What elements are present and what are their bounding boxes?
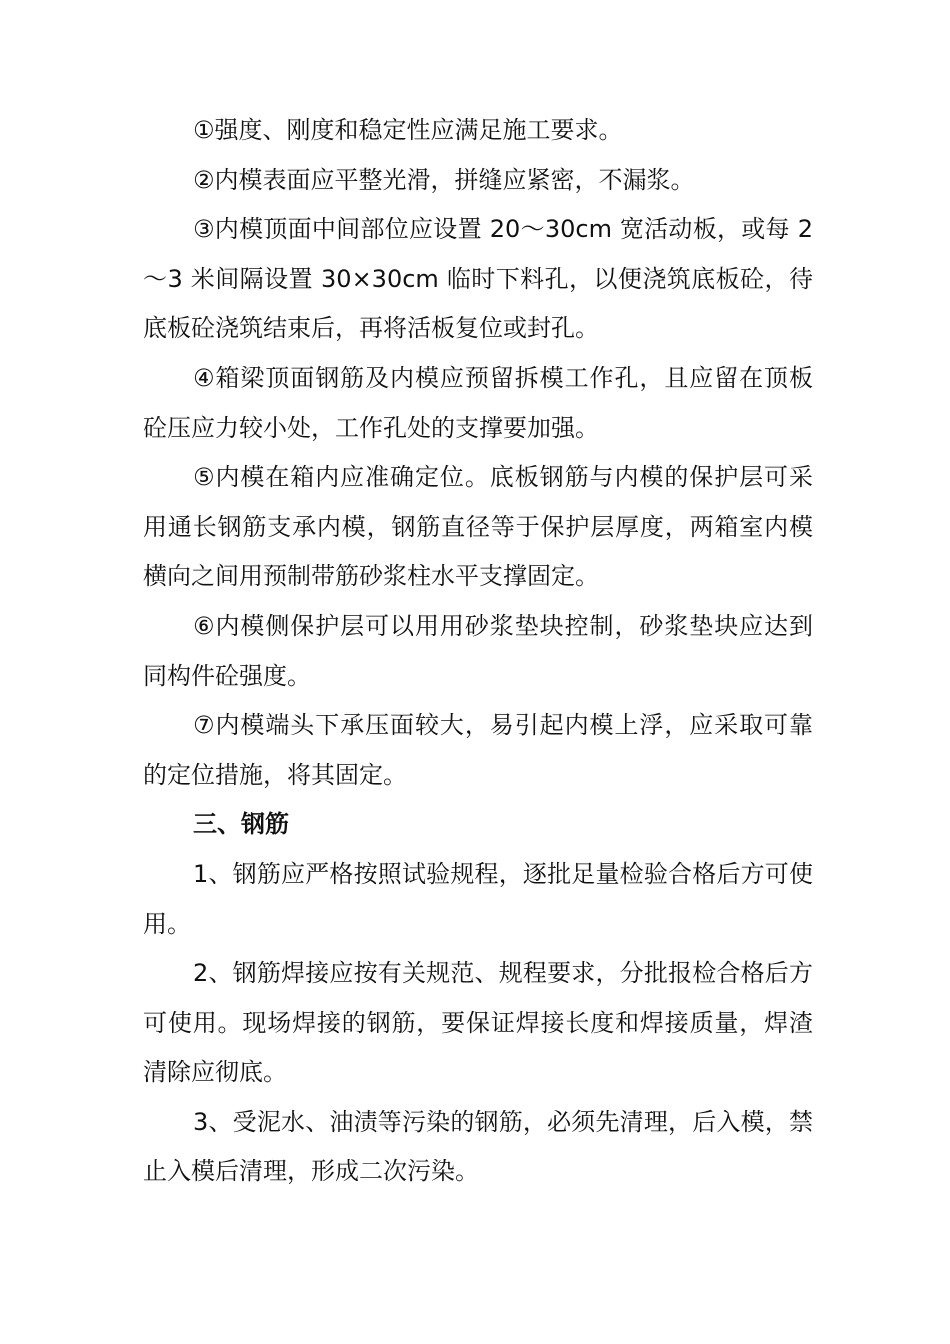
document-body xyxy=(143,106,813,1197)
paragraph-formwork-5: ⑤内模在箱内应准确定位。底板钢筋与内模的保护层可采用通长钢筋支承内模，钢筋直径等于保护层厚度，两箱室内模横向之间用预制带筋砂浆柱水平支撑固定。 xyxy=(143,463,813,591)
paragraph-formwork-7: ⑦内模端头下承压面较大，易引起内模上浮，应采取可靠的定位措施，将其固定。 xyxy=(143,711,813,789)
paragraph-formwork-4: ④箱梁顶面钢筋及内模应预留拆模工作孔，且应留在顶板砼压应力较小处，工作孔处的支撑要加强。 xyxy=(143,363,813,442)
paragraph-rebar-3: 3、受泥水、油渍等污染的钢筋，必须先清理，后入模，禁止入模后清理，形成二次污染。 xyxy=(143,1107,813,1186)
paragraph-formwork-2: ②内模表面应平整光滑，拼缝应紧密，不漏浆。 xyxy=(193,165,695,194)
paragraph-formwork-3: ③内模顶面中间部位应设置 20～30cm 宽活动板，或每 2～3 米间隔设置 30×30cm 临时下料孔，以便浇筑底板砼，待底板砼浇筑结束后，再将活板复位或封孔。 xyxy=(143,215,813,343)
paragraph-rebar-1: 1、钢筋应严格按照试验规程，逐批足量检验合格后方可使用。 xyxy=(143,859,813,938)
paragraph-formwork-6: ⑥内模侧保护层可以用用砂浆垫块控制，砂浆垫块应达到同构件砼强度。 xyxy=(143,611,813,690)
paragraph-formwork-1: ①强度、刚度和稳定性应满足施工要求。 xyxy=(193,116,623,144)
section-heading-rebar: 三、钢筋 xyxy=(193,810,289,839)
paragraph-rebar-2: 2、钢筋焊接应按有关规范、规程要求，分批报检合格后方可使用。现场焊接的钢筋，要保证焊接长度和焊接质量，焊渣清除应彻底。 xyxy=(143,959,813,1087)
